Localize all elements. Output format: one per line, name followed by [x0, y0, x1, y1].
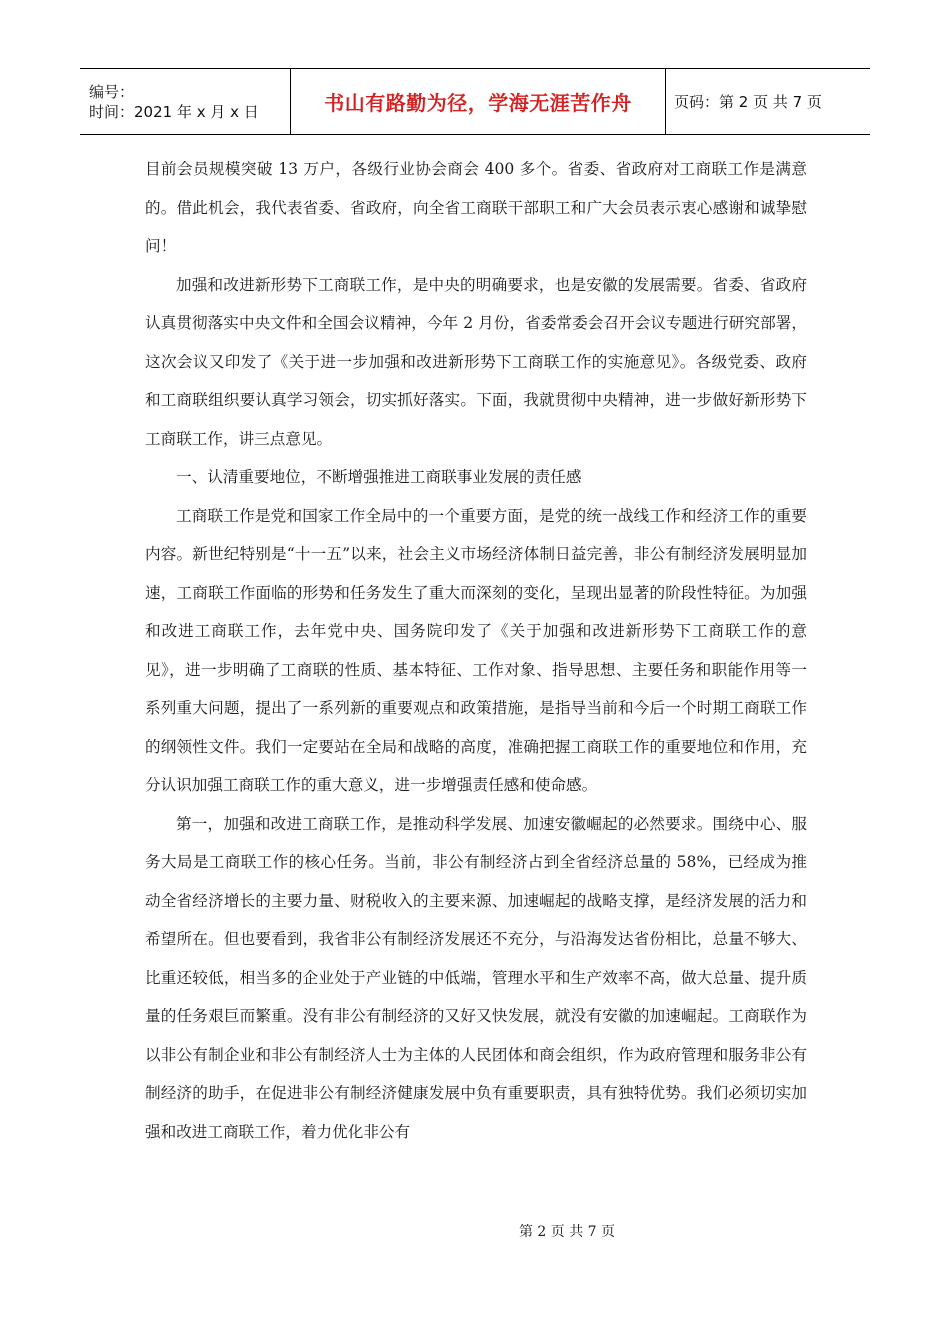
- document-header: [80, 68, 870, 135]
- paragraph-3: 工商联工作是党和国家工作全局中的一个重要方面，是党的统一战线工作和经济工作的重要内容。新世纪特别是“十一五”以来，社会主义市场经济体制日益完善，非公有制经济发展明显加速，工商联工作面临的形势和任务发生了重大而深刻的变化，呈现出显著的阶段性特征。为加强和改进工商联工作，去年党中央、国务院印发了《关于加强和改进新形势下工商联工作的意见》，进一步明确了工商联的性质、基本特征、工作对象、指导思想、主要任务和职能作用等一系列重大问题，提出了一系列新的重要观点和政策措施，是指导当前和今后一个时期工商联工作的纲领性文件。我们一定要站在全局和战略的高度，准确把握工商联工作的重要地位和作用，充分认识加强工商联工作的重大意义，进一步增强责任感和使命感。: [145, 506, 807, 794]
- page-footer: 第 2 页 共 7 页: [518, 1224, 616, 1240]
- header-page-info: 页码：第 2 页 共 7 页: [666, 69, 871, 135]
- paragraph-1: 目前会员规模突破 13 万户，各级行业协会商会 400 多个。省委、省政府对工商联工作是满意的。借此机会，我代表省委、省政府，向全省工商联干部职工和广大会员表示衷心感谢和诚挚慰问！: [145, 160, 807, 255]
- document-body: [145, 150, 807, 1151]
- section-heading: 一、认清重要地位，不断增强推进工商联事业发展的责任感: [176, 468, 582, 486]
- header-meta-cell: [80, 69, 291, 135]
- paragraph-4: 第一，加强和改进工商联工作，是推动科学发展、加速安徽崛起的必然要求。围绕中心、服务大局是工商联工作的核心任务。当前，非公有制经济占到全省经济总量的 58%，已经成为推动全省经济增长的主要力量、财税收入的主要来源、加速崛起的战略支撑，是经济发展的活力和希望所在。但也要看到，我省非公有制经济发展还不充分，与沿海发达省份相比，总量不够大、比重还较低，相当多的企业处于产业链的中低端，管理水平和生产效率不高，做大总量、提升质量的任务艰巨而繁重。没有非公有制经济的又好又快发展，就没有安徽的加速崛起。工商联作为以非公有制企业和非公有制经济人士为主体的人民团体和商会组织，作为政府管理和服务非公有制经济的助手，在促进非公有制经济健康发展中负有重要职责，具有独特优势。我们必须切实加强和改进工商联工作，着力优化非公有: [145, 814, 807, 1141]
- paragraph-2: 加强和改进新形势下工商联工作，是中央的明确要求，也是安徽的发展需要。省委、省政府认真贯彻落实中央文件和全国会议精神，今年 2 月份，省委常委会召开会议专题进行研究部署，这次会议又印发了《关于进一步加强和改进新形势下工商联工作的实施意见》。各级党委、政府和工商联组织要认真学习领会，切实抓好落实。下面，我就贯彻中央精神，进一步做好新形势下工商联工作，讲三点意见。: [145, 275, 807, 448]
- document-time-label: 时间：2021 年 x 月 x 日: [89, 102, 259, 121]
- header-motto: 书山有路勤为径，学海无涯苦作舟: [291, 69, 666, 135]
- document-number-label: 编号：: [89, 82, 135, 101]
